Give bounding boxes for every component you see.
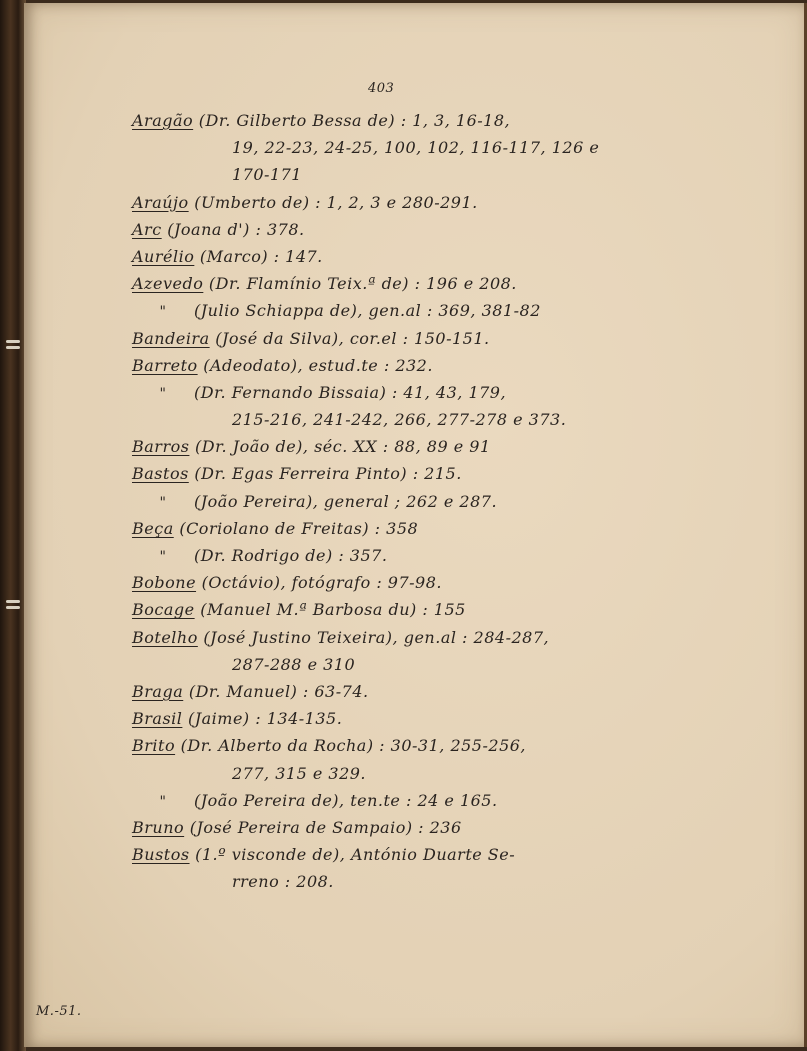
entry-detail: (Dr. João de), séc. XX : 88, 89 e 91	[189, 437, 491, 457]
entry-detail: (Marco) : 147.	[194, 246, 323, 266]
index-entry	[132, 515, 622, 542]
entry-detail: (Adeodato), estud.te : 232.	[197, 355, 433, 375]
entry-detail: (Julio Schiappa de), gen.al : 369, 381-82	[194, 301, 541, 321]
entry-surname: Bustos	[132, 845, 190, 865]
entry-detail: (Dr. Manuel) : 63-74.	[183, 681, 369, 701]
entry-continuation: 215-216, 241-242, 266, 277-278 e 373.	[232, 410, 567, 430]
entry-detail: (Dr. Alberto da Rocha) : 30-31, 255-256,	[175, 736, 527, 756]
index-entry	[132, 624, 622, 651]
index-entry	[132, 542, 622, 569]
index-entry	[132, 189, 622, 216]
ditto-mark: "	[159, 549, 167, 565]
entry-detail: (Dr. Rodrigo de) : 357.	[194, 546, 388, 565]
entry-detail: (Dr. Fernando Bissaia) : 41, 43, 179,	[194, 382, 507, 402]
entry-detail: (Umberto de) : 1, 2, 3 e 280-291.	[188, 192, 478, 212]
index-entry	[132, 814, 622, 841]
entry-surname: Bruno	[132, 817, 185, 837]
entry-detail: (João Pereira de), ten.te : 24 e 165.	[194, 790, 498, 810]
binding-thread	[6, 606, 20, 609]
entry-detail: (Octávio), fotógrafo : 97-98.	[196, 573, 442, 593]
index-entry	[132, 841, 622, 868]
manuscript-page	[24, 3, 807, 1047]
binding-thread	[6, 346, 20, 349]
index-entry	[132, 705, 622, 732]
index-entry	[132, 243, 622, 270]
index-entry	[132, 325, 622, 352]
index-entry	[132, 216, 622, 243]
ditto-mark: "	[159, 385, 167, 402]
entry-detail: (Coriolano de Freitas) : 358	[173, 518, 419, 538]
entry-surname: Arc	[132, 219, 162, 239]
entry-surname: Barros	[132, 437, 190, 457]
entry-surname: Barreto	[132, 355, 198, 375]
entry-detail: (Dr. Egas Ferreira Pinto) : 215.	[188, 464, 462, 484]
index-entry	[132, 379, 622, 406]
index-entry	[132, 460, 622, 487]
entry-continuation: 277, 315 e 329.	[232, 763, 367, 783]
book-binding	[0, 0, 26, 1051]
index-entry	[132, 433, 622, 460]
index-entry	[132, 732, 622, 759]
index-entry	[132, 678, 622, 705]
entry-detail: (João Pereira), general ; 262 e 287.	[194, 491, 498, 511]
entry-detail: (Dr. Flamínio Teix.ª de) : 196 e 208.	[203, 274, 517, 294]
index-entry	[132, 488, 622, 515]
index-list	[132, 107, 622, 895]
page-number: 403	[368, 81, 395, 96]
archive-reference: M.-51.	[36, 1004, 82, 1019]
entry-detail: (Joana d') : 378.	[161, 219, 305, 239]
index-entry	[132, 569, 622, 596]
entry-surname: Bastos	[132, 464, 189, 484]
index-entry	[132, 787, 622, 814]
entry-surname: Araújo	[132, 192, 189, 212]
entry-continuation: 287-288 e 310	[232, 654, 356, 674]
entry-continuation: 170-171	[232, 165, 302, 185]
entry-detail: (Dr. Gilberto Bessa de) : 1, 3, 16-18,	[193, 111, 511, 130]
entry-detail: (José da Silva), cor.el : 150-151.	[209, 328, 490, 348]
entry-surname: Aragão	[132, 111, 194, 130]
entry-detail: (Jaime) : 134-135.	[182, 709, 343, 729]
binding-thread	[6, 600, 20, 603]
entry-detail: (1.º visconde de), António Duarte Se-	[189, 845, 516, 865]
entry-detail: (José Justino Teixeira), gen.al : 284-287,	[197, 627, 550, 647]
entry-surname: Bandeira	[132, 328, 210, 348]
index-entry	[132, 270, 622, 297]
entry-surname: Aurélio	[132, 246, 195, 266]
binding-thread	[6, 340, 20, 343]
entry-surname: Braga	[132, 681, 184, 701]
index-entry	[132, 297, 622, 324]
entry-surname: Brasil	[132, 709, 183, 729]
entry-surname: Bocage	[132, 600, 195, 620]
entry-surname: Azevedo	[132, 274, 204, 294]
index-entry	[132, 352, 622, 379]
entry-continuation: 19, 22-23, 24-25, 100, 102, 116-117, 126 e	[232, 138, 600, 158]
entry-surname: Bobone	[132, 573, 197, 593]
entry-surname: Brito	[132, 736, 176, 756]
entry-detail: (Manuel M.ª Barbosa du) : 155	[194, 600, 466, 620]
ditto-mark: "	[159, 494, 167, 511]
entry-continuation: rreno : 208.	[232, 872, 334, 892]
ditto-mark: "	[159, 304, 167, 321]
entry-surname: Botelho	[132, 627, 198, 647]
index-entry	[132, 596, 622, 623]
entry-surname: Beça	[132, 518, 174, 538]
index-entry	[132, 107, 622, 134]
entry-detail: (José Pereira de Sampaio) : 236	[184, 817, 462, 837]
ditto-mark: "	[159, 793, 167, 810]
